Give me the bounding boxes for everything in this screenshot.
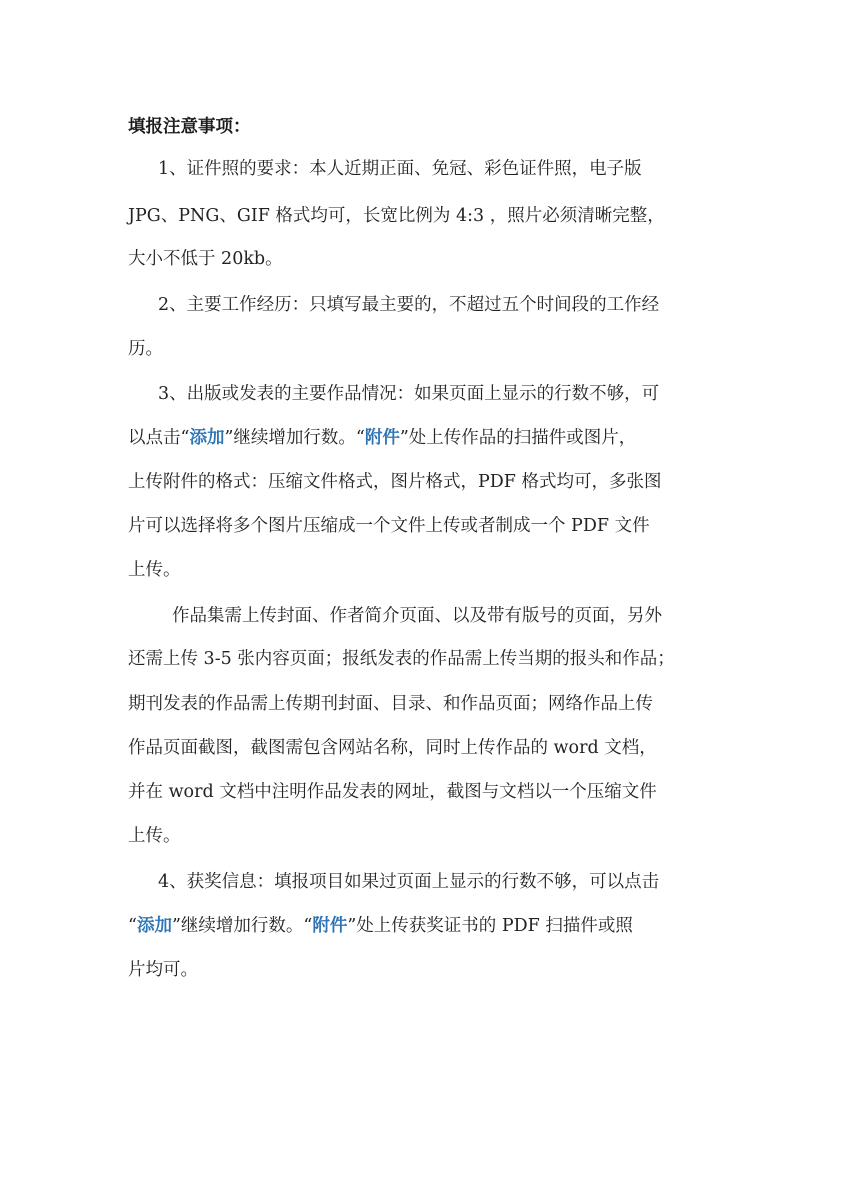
text-segment: ”继续增加行数。“	[171, 916, 313, 936]
section-2-line-2: 历。	[128, 339, 163, 359]
section-3-line-5: 上传。	[128, 560, 181, 580]
text-segment: ”处上传获奖证书的 PDF 扫描件或照	[347, 916, 633, 936]
highlight-add: 添加	[189, 428, 225, 448]
section-2-line-1: 2、主要工作经历：只填写最主要的，不超过五个时间段的工作经	[158, 295, 660, 315]
section-4-line-1: 4、获奖信息：填报项目如果过页面上显示的行数不够，可以点击	[158, 872, 660, 892]
section-4-line-2	[128, 913, 633, 939]
text-segment: ”继续增加行数。“	[224, 428, 365, 448]
section-3-line-1: 3、出版或发表的主要作品情况：如果页面上显示的行数不够，可	[158, 384, 660, 404]
section-1-line-1: 1、证件照的要求：本人近期正面、免冠、彩色证件照，电子版	[158, 159, 642, 179]
works-line-6: 上传。	[128, 826, 181, 846]
section-3-line-2	[128, 425, 636, 451]
highlight-attachment: 附件	[364, 428, 400, 448]
highlight-add: 添加	[136, 916, 172, 936]
section-1-line-2: JPG、PNG、GIF 格式均可，长宽比例为 4:3 ，照片必须清晰完整，	[128, 206, 665, 226]
works-line-1: 作品集需上传封面、作者简介页面、以及带有版号的页面，另外	[172, 606, 662, 626]
highlight-attachment: 附件	[312, 916, 348, 936]
section-3-line-4: 片可以选择将多个图片压缩成一个文件上传或者制成一个 PDF 文件	[128, 516, 650, 536]
works-line-5: 并在 word 文档中注明作品发表的网址，截图与文档以一个压缩文件	[128, 782, 657, 802]
works-line-4: 作品页面截图，截图需包含网站名称，同时上传作品的 word 文档，	[128, 738, 657, 758]
section-1-line-3: 大小不低于 20kb。	[128, 249, 283, 269]
text-segment: “	[128, 916, 137, 936]
works-line-2: 还需上传 3-5 张内容页面；报纸发表的作品需上传当期的报头和作品；	[128, 649, 675, 669]
text-segment: ”处上传作品的扫描件或图片，	[399, 428, 637, 448]
section-3-line-3: 上传附件的格式：压缩文件格式，图片格式，PDF 格式均可，多张图	[128, 472, 662, 492]
page-title: 填报注意事项：	[128, 117, 251, 137]
text-segment: 以点击“	[128, 428, 190, 448]
section-4-line-3: 片均可。	[128, 960, 198, 980]
works-line-3: 期刊发表的作品需上传期刊封面、目录、和作品页面；网络作品上传	[128, 694, 653, 714]
